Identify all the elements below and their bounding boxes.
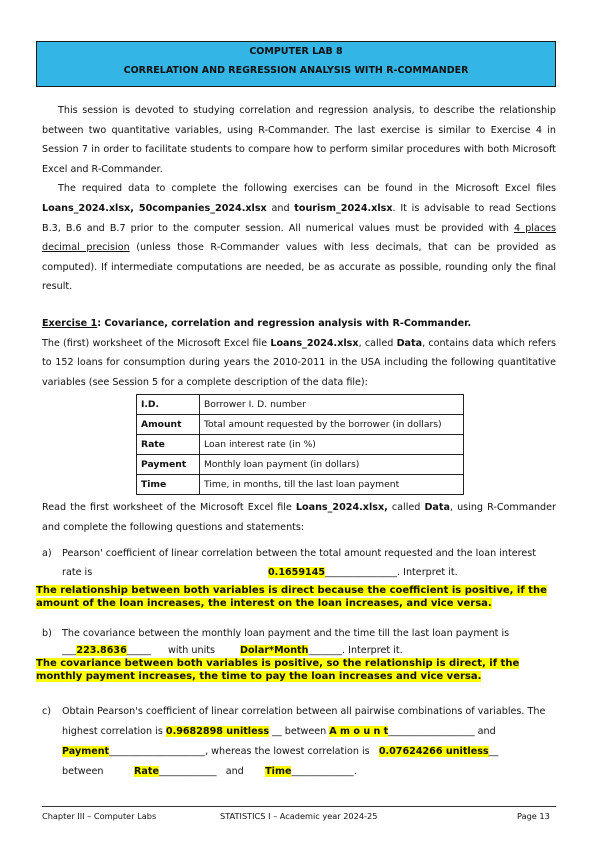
- variable-name: Payment: [137, 455, 200, 475]
- variable-description: Monthly loan payment (in dollars): [200, 455, 464, 475]
- title-box: [36, 41, 556, 87]
- file-loans: Loans_2024.xlsx: [42, 202, 131, 214]
- variable-name: I.D.: [137, 395, 200, 415]
- variable-description: Loan interest rate (in %): [200, 435, 464, 455]
- table-row: [137, 455, 464, 475]
- lowest-var2-field[interactable]: Time: [265, 766, 292, 777]
- intro-paragraph-1: This session is devoted to studying correlation and regression analysis, to describe the relationship between two quantitative variables, using R-Commander. The last exercise is similar to Exercise 4 in Session 7 in order to facilitate students to compare how to perform similar procedures with both Microsoft Excel and R-Commander.: [42, 105, 556, 175]
- exercise-1-description: The (first) worksheet of the Microsoft Excel file Loans_2024.xlsx, called Data, contains data which refers to 152 loans for consumption during years the 2010-2011 in the USA including the following quantitative variables (see Session 5 for a complete description of the data file):: [42, 337, 556, 388]
- question-b-interpretation: The covariance between both variables is positive, so the relationship is direct, if the monthly payment increases, the time to pay the loan increases and vice versa.: [36, 658, 520, 683]
- variable-name: Time: [137, 475, 200, 495]
- table-row: [137, 435, 464, 455]
- table-row: [137, 395, 464, 415]
- question-b-units-label: with units: [168, 645, 215, 656]
- footer-course: STATISTICS I – Academic year 2024-25: [220, 811, 378, 821]
- highest-var2-field[interactable]: Payment: [62, 746, 110, 757]
- variable-description: Time, in months, till the last loan payment: [200, 475, 464, 495]
- question-c-label: c): [42, 706, 52, 717]
- variables-table: [136, 394, 464, 495]
- footer-divider: [42, 806, 556, 807]
- decimal-precision-note: 4 places decimal precision: [42, 222, 556, 254]
- footer-chapter: Chapter III – Computer Labs: [42, 811, 157, 821]
- exercise-1-intro: [42, 314, 556, 392]
- highest-correlation-field[interactable]: 0.9682898 unitless: [165, 726, 270, 737]
- lowest-var1-field[interactable]: Rate: [134, 766, 159, 777]
- variable-name: Amount: [137, 415, 200, 435]
- question-a-text: Pearson' coefficient of linear correlation between the total amount requested and the loan interest: [62, 548, 537, 559]
- variable-name: Rate: [137, 435, 200, 455]
- file-50companies: 50companies_2024.xlsx: [138, 202, 267, 214]
- question-c-line-4: between Rate____________ and Time_____________.: [62, 766, 357, 777]
- question-a-answer-field[interactable]: 0.1659145_______________. Interpret it.: [268, 567, 458, 578]
- exercise-1-instructions: Read the first worksheet of the Microsoft Excel file Loans_2024.xlsx, called Data, using R-Commander and complete the following questions and statements:: [42, 502, 556, 533]
- question-b-answer-field[interactable]: ___223.8636_____: [62, 645, 151, 656]
- intro-paragraph-2: The required data to complete the following exercises can be found in the Microsoft Excel files Loans_2024.xlsx, 50companies_2024.xlsx and tourism_2024.xlsx. It is advisable to read Sections B.3, B.6 and B.7 prior to the computer session. All numerical values must be provided with 4 places decimal precision (unless those R-Commander values with less decimals, that can be provided as computed). If intermediate computations are needed, be as accurate as possible, rounding only the final result.: [42, 183, 557, 293]
- intro-paragraphs: [42, 101, 556, 297]
- question-b-label: b): [42, 628, 52, 639]
- question-c-line-3: Payment____________________, whereas the lowest correlation is 0.07624266 unitless__: [62, 746, 499, 757]
- variable-description: Total amount requested by the borrower (in dollars): [200, 415, 464, 435]
- table-row: [137, 475, 464, 495]
- question-a-interpretation: The relationship between both variables is direct because the coefficient is positive, if the amount of the loan increases, the interest on the loan increases, and vice versa.: [36, 585, 547, 610]
- question-b-text: The covariance between the monthly loan payment and the time till the last loan payment is: [62, 628, 510, 639]
- title-line-2: CORRELATION AND REGRESSION ANALYSIS WITH R-COMMANDER: [123, 65, 469, 76]
- exercise-1-heading: Exercise 1: Covariance, correlation and regression analysis with R-Commander.: [42, 318, 472, 329]
- question-a-text-2: rate is: [62, 567, 93, 578]
- question-b-units-field[interactable]: Dolar*Month_______. Interpret it.: [240, 645, 403, 656]
- table-row: [137, 415, 464, 435]
- question-a-label: a): [42, 548, 52, 559]
- lowest-correlation-field[interactable]: 0.07624266 unitless: [378, 746, 489, 757]
- question-c-line-2: highest correlation is 0.9682898 unitless __ between A m o u n t__________________ and: [62, 726, 496, 737]
- footer-page-number: Page 13: [517, 811, 550, 821]
- question-c-text: Obtain Pearson's coefficient of linear correlation between all pairwise combinations of variables. The: [62, 706, 546, 717]
- title-line-1: COMPUTER LAB 8: [249, 46, 343, 57]
- file-tourism: tourism_2024.xlsx: [294, 202, 393, 214]
- variable-description: Borrower I. D. number: [200, 395, 464, 415]
- highest-var1-field[interactable]: A m o u n t: [329, 726, 389, 737]
